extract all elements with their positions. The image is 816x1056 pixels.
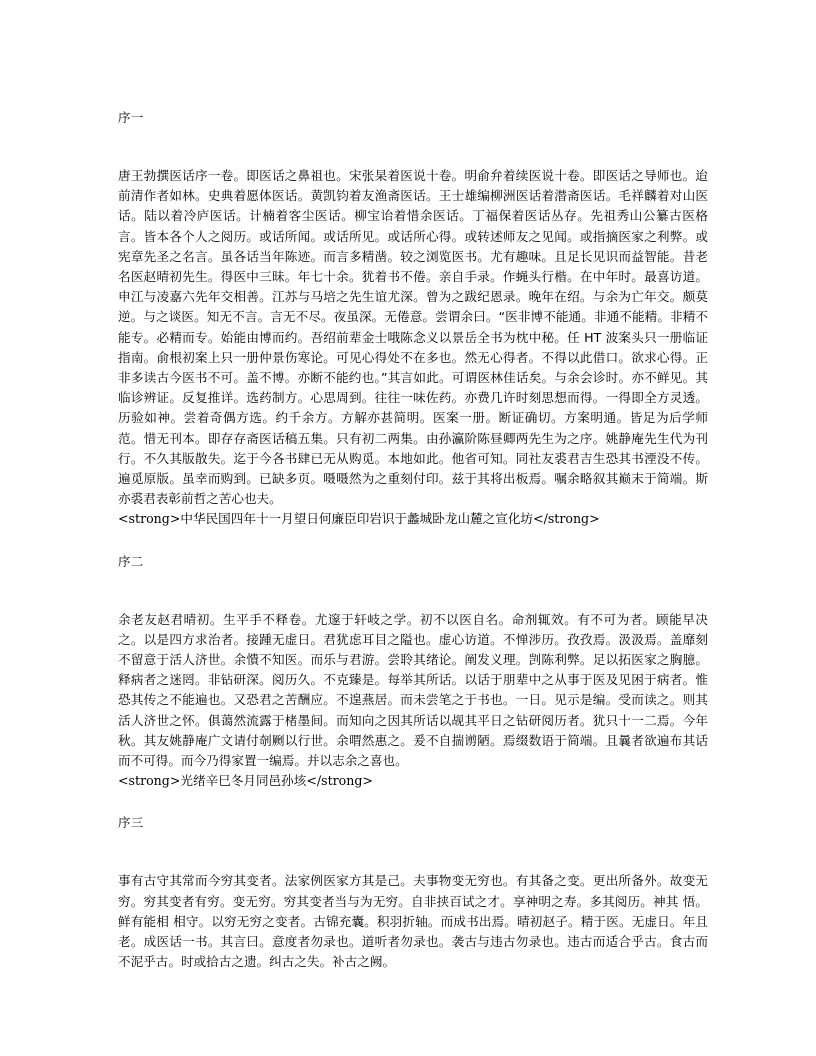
section-body-2: 余老友赵君晴初。生平手不释卷。尤邃于轩岐之学。初不以医自名。命剂辄效。有不可为者。顾能早决之。以是四方求治者。接踵无虚日。君犹虑耳目之隘也。虚心访道。不惮涉历。孜孜焉。汲汲焉。盖靡刻不留意于活人济世。余憒不知医。而乐与君游。尝聆其绪论。阐发义理。剀陈利弊。足以拓医家之胸臆。释病者之迷罔。非钻研深。阅历久。不克臻是。每举其所话。以话于朋辈中之从事于医及见困于病者。惟恐其传之不能遍也。又恐君之苦酬应。不遑燕居。而未尝笔之于书也。一日。见示是编。受而读之。则其活人济世之怀。俱蔼然流露于楮墨间。而知向之因其所话以觇其平日之钻研阅历者。犹只十一二焉。今年秋。其友姚静庵广文请付剞劂以行世。余喟然惠之。爰不自揣谫陋。焉缀数语于简端。且曩者欲遍布其话而不可得。而今乃得家置一编焉。并以志余之喜也。 bbox=[118, 611, 708, 769]
section-body-3: 事有古守其常而今穷其变者。法家例医家方其是己。夫事物变无穷也。有其备之变。更出所备外。故变无穷。穷其变者有穷。变无穷。穷其变者当与为无穷。自非挟百试之才。享神明之寿。多其阅历。神其 悟。鲜有能相 相守。以穷无穷之变者。古锦充囊。积羽折轴。而成书出焉。晴初赵子。精于医。无虚日。年且老。成医话一书。其言曰。意度者勿录也。道听者勿录也。袭古与违古勿录也。违古而适合乎古。食古而不泥乎古。时或拾古之遗。纠古之失。补古之阙。 bbox=[118, 873, 708, 970]
section-xu-san bbox=[118, 813, 706, 972]
section-body-1: 唐王勃撰医话序一卷。即医话之鼻祖也。宋张杲着医说十卷。明俞弁着续医说十卷。即医话之导师也。迨前清作者如林。史典着愿体医话。黄凯钧着友渔斋医话。王士雄编柳洲医话着潜斋医话。毛祥麟着对山医话。陆以着冷庐医话。计楠着客尘医话。柳宝诒着惜余医话。丁福保着医话丛存。先祖秀山公纂古医格言。皆本各个人之阅历。或话所闻。或话所见。或话所心得。或转述师友之见闻。或指摘医家之利弊。或宪章先圣之名言。虽各话当年陈迹。而言多精凿。较之浏览医书。尤有趣味。且足长见识而益智能。昔老名医赵晴初先生。得医中三昧。年七十余。犹着书不倦。亲自手录。作蝇头行楷。在中年时。最喜访道。申江与凌嘉六先年交相善。江苏与马培之先生谊尤深。曾为之跋纪恩录。晚年在绍。与余为亡年交。颇莫逆。与之谈医。知无不言。言无不尽。夜虽深。无倦意。尝谓余曰。“医非博不能通。非通不能精。非精不能专。必精而专。始能由博而约。吾绍前辈金士哦陈念义以景岳全书为枕中秘。任 HT 波案头只一册临证指南。俞根初案上只一册仲景伤寒论。可见心得处不在多也。然无心得者。不得以此借口。欲求心得。正非多读古今医书不可。盖不博。亦断不能约也。”其言如此。可谓医林佳话矣。与余会诊时。亦不鲜见。其临诊辨证。反复推详。选药制方。心思周到。往往一味佐药。亦费几许时刻思想而得。一得即全方灵透。历验如神。尝着奇偶方选。约千余方。方解亦甚简明。医案一册。断证确切。方案明通。皆足为后学师范。惜无刊本。即存存斋医话稿五集。只有初二两集。由孙瀛阶陈昼卿两先生为之序。姚静庵先生代为刊行。不久其版散失。迄于今各书肆已无从购觅。本地如此。他省可知。同社友裘君吉生恐其书湮没不传。遍觅原版。虽幸而购到。已缺多页。嗫嗫然为之重刻付印。兹于其将出板焉。嘱余略叙其巅末于简端。斯亦裘君表彰前哲之苦心也夫。 bbox=[118, 168, 708, 507]
section-heading-1: 序一 bbox=[118, 110, 144, 125]
section-xu-yi bbox=[118, 108, 706, 530]
section-spacer-2 bbox=[118, 791, 706, 813]
heading-spacer-2 bbox=[118, 572, 706, 610]
section-signature-1: <strong>中华民国四年十一月望日何廉臣印岩识于蠡城卧龙山麓之宣化坊</strong> bbox=[118, 511, 600, 527]
section-spacer-1 bbox=[118, 530, 706, 552]
section-heading-2: 序二 bbox=[118, 553, 144, 569]
section-heading-3: 序三 bbox=[118, 815, 144, 831]
section-xu-er bbox=[118, 552, 706, 792]
section-signature-2: <strong>光绪辛巳冬月同邑孙垓</strong> bbox=[118, 773, 373, 789]
heading-spacer-3 bbox=[118, 833, 706, 871]
heading-spacer-1 bbox=[118, 128, 706, 166]
